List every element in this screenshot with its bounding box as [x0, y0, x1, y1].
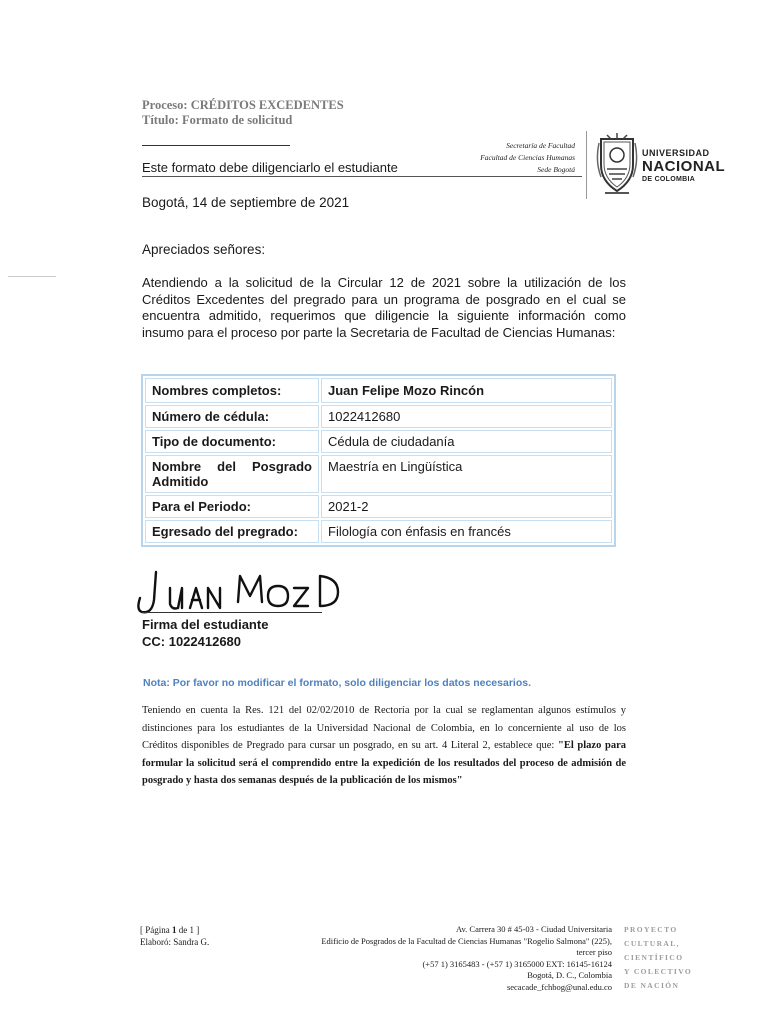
slogan-line: CULTURAL, [624, 939, 680, 948]
field-label-word: Posgrado [252, 459, 312, 474]
field-label-word: Nombre [152, 459, 202, 474]
office-line: Facultad de Ciencias Humanas [480, 153, 575, 162]
footer-left [140, 925, 209, 948]
field-label: Nombres completos: [145, 378, 319, 403]
title-line [142, 113, 344, 128]
office-line: Sede Bogotá [537, 165, 575, 174]
fill-notice: Este formato debe diligenciarlo el estudiante [142, 160, 398, 175]
legal-paragraph [142, 702, 626, 790]
prepared-by: Elaboró: Sandra G. [140, 936, 210, 947]
university-line: UNIVERSIDAD [642, 148, 710, 158]
table-row [145, 495, 612, 518]
process-label: Proceso: [142, 98, 188, 112]
title-value: Formato de solicitud [181, 113, 293, 127]
header-rule [142, 145, 290, 146]
slogan-line: CIENTÍFICO [624, 953, 684, 962]
field-label: Egresado del pregrado: [145, 520, 319, 543]
table-row [145, 405, 612, 428]
address-line: Av. Carrera 30 # 45-03 - Ciudad Universitaria [455, 924, 612, 934]
salutation: Apreciados señores: [142, 242, 266, 257]
university-seal-icon [595, 131, 639, 197]
field-label-word: Admitido [152, 474, 209, 489]
page-suffix: de 1 ] [176, 925, 200, 935]
office-line: Secretaría de Facultad [506, 141, 575, 150]
field-value[interactable]: Juan Felipe Mozo Rincón [321, 378, 612, 403]
table-row [145, 430, 612, 453]
field-value[interactable]: 2021-2 [321, 495, 612, 518]
university-line: DE COLOMBIA [642, 176, 696, 183]
student-info-table [141, 374, 616, 547]
field-value[interactable]: Cédula de ciudadanía [321, 430, 612, 453]
address-line: tercer piso [576, 947, 612, 957]
process-line [142, 98, 344, 113]
field-value[interactable]: Maestría en Lingüística [321, 455, 612, 493]
margin-mark [8, 276, 56, 277]
process-header [142, 98, 344, 128]
field-label: Tipo de documento: [145, 430, 319, 453]
field-label-word: del [217, 459, 236, 474]
table-row [145, 520, 612, 543]
slogan-line: Y COLECTIVO [624, 967, 693, 976]
page-counter [140, 925, 209, 937]
page-prefix: [ Página [140, 925, 172, 935]
signature-id: CC: 1022412680 [142, 634, 242, 649]
process-value: CRÉDITOS EXCEDENTES [190, 98, 344, 112]
office-block [460, 140, 575, 176]
field-value[interactable]: 1022412680 [321, 405, 612, 428]
address-line: Edificio de Posgrados de la Facultad de Ciencias Humanas "Rogelio Salmona" (225), [321, 935, 612, 946]
signature-label: Firma del estudiante [142, 617, 269, 632]
university-logo [642, 148, 725, 183]
table-row [145, 378, 612, 403]
field-label [145, 455, 319, 493]
header-underline [142, 176, 582, 177]
table-row [145, 455, 612, 493]
university-name: NACIONAL [642, 158, 726, 175]
slogan-line: PROYECTO [624, 925, 678, 934]
address-line: Bogotá, D. C., Colombia [527, 970, 612, 980]
logo-divider [586, 131, 587, 199]
field-label: Para el Periodo: [145, 495, 319, 518]
project-slogan [624, 923, 692, 993]
legal-quote: "El plazo para formular la solicitud será el comprendido entre la expedición de los resultados del proceso de admisión de posgrado y hasta dos semanas después de la publicación de los mismos" [142, 740, 627, 786]
legal-text: Teniendo en cuenta la Res. 121 del 02/02/2010 de Rectoría por la cual se reglamentan algunos estímulos y distinciones para los estudiantes de la Universidad Nacional de Colombia, en lo concerniente al uso de los Créditos disponibles de Pregrado para cursar un posgrado, en su art. 4 Literal 2, establece que: [142, 705, 626, 751]
page-number: 1 [172, 925, 177, 935]
field-label: Número de cédula: [145, 405, 319, 428]
intro-paragraph: Atendiendo a la solicitud de la Circular 12 de 2021 sobre la utilización de los Créditos Excedentes del pregrado para un programa de posgrado en el cual se encuentra admitido, requerimos que diligencie la siguiente información como insumo para el proceso por parte la Secretaria de Facultad de Ciencias Humanas: [142, 275, 626, 340]
field-label-line [152, 459, 312, 474]
field-value[interactable]: Filología con énfasis en francés [321, 520, 612, 543]
address-line: (+57 1) 3165483 - (+57 1) 3165000 EXT: 16145-16124 [422, 958, 612, 969]
format-note: Nota: Por favor no modificar el formato, solo diligenciar los datos necesarios. [143, 677, 532, 689]
signature-line [142, 612, 322, 613]
footer-address [255, 924, 612, 993]
signature-block [142, 616, 268, 650]
slogan-line: DE NACIÓN [624, 981, 680, 990]
email-link[interactable]: secacade_fchbog@unal.edu.co [506, 981, 612, 992]
title-label: Título: [142, 113, 179, 127]
letter-date: Bogotá, 14 de septiembre de 2021 [142, 195, 350, 210]
